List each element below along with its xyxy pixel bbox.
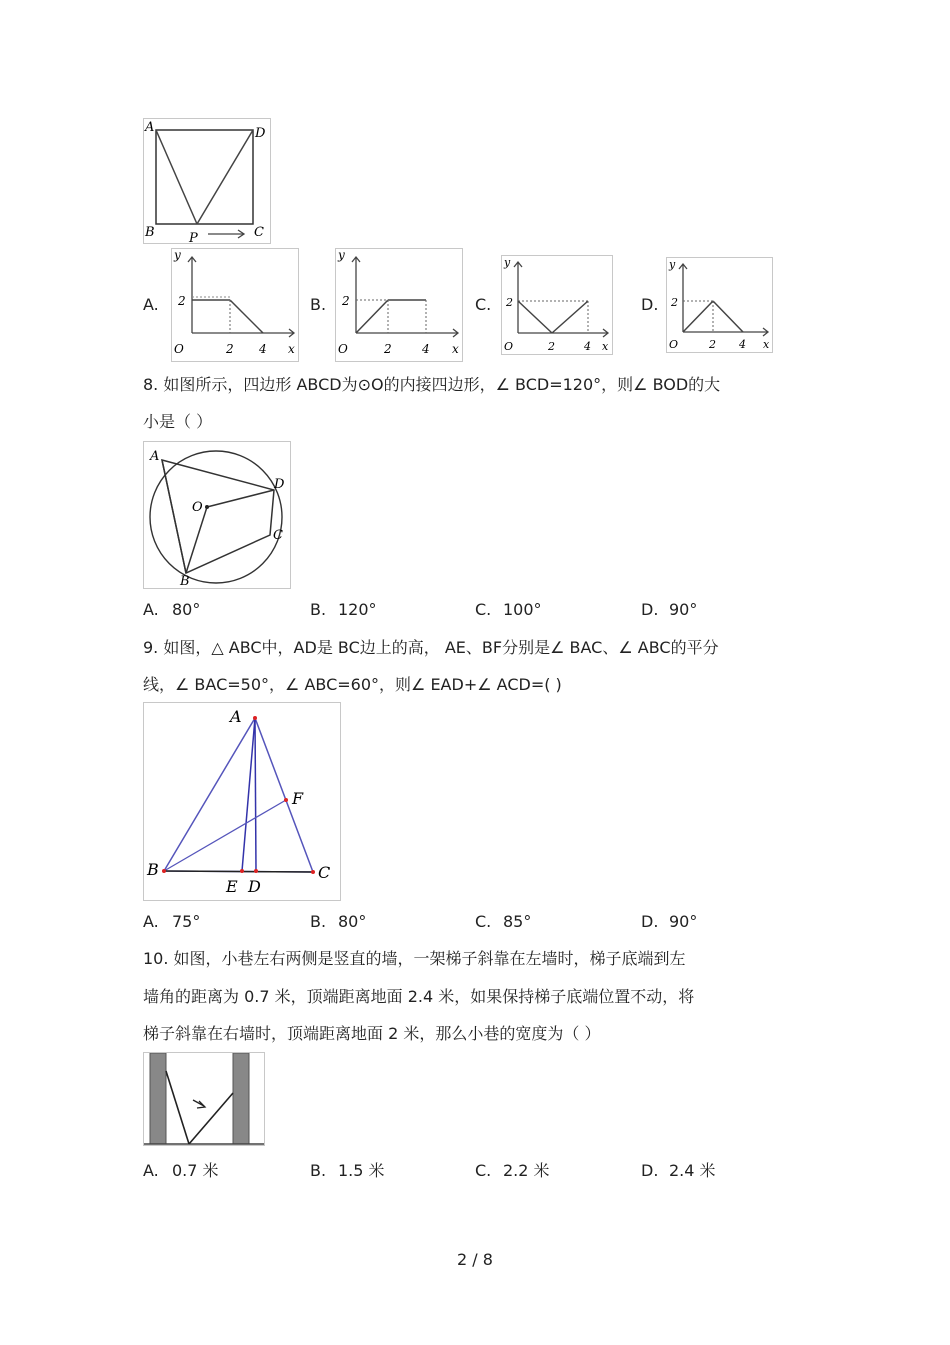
q7-option-d-letter[interactable]: D. — [641, 295, 659, 314]
q7b-x-label: x — [452, 342, 459, 356]
q8-label-d: D — [274, 477, 285, 492]
q10-option-c-text[interactable]: 2.2 米 — [503, 1161, 550, 1180]
q7-option-a-graph[interactable] — [171, 248, 299, 362]
q7a-y-label: y — [174, 249, 181, 262]
q8-option-a-letter[interactable]: A. — [143, 600, 159, 619]
q7-label-c: C — [254, 225, 264, 240]
q10-option-b-text[interactable]: 1.5 米 — [338, 1161, 385, 1180]
q10-option-d-text[interactable]: 2.4 米 — [669, 1161, 716, 1180]
q9-option-b-letter[interactable]: B. — [310, 912, 327, 931]
q7-label-a: A — [145, 120, 155, 135]
q7-option-c-letter[interactable]: C. — [475, 295, 492, 314]
q7c-origin: O — [504, 340, 514, 353]
q9-option-c-text[interactable]: 85° — [503, 912, 532, 931]
q9-label-e: E — [226, 877, 238, 896]
q7d-origin: O — [669, 338, 679, 351]
q7-option-c-graph[interactable] — [501, 255, 613, 355]
q10-option-a-text[interactable]: 0.7 米 — [172, 1161, 219, 1180]
q8-option-d-text[interactable]: 90° — [669, 600, 698, 619]
q7d-x-tick-2: 2 — [709, 338, 716, 351]
q10-option-c-letter[interactable]: C. — [475, 1161, 492, 1180]
q7d-x-label: x — [763, 338, 770, 351]
q7d-x-tick-4: 4 — [739, 338, 746, 351]
q8-option-a-text[interactable]: 80° — [172, 600, 201, 619]
q9-question-line1: 9. 如图，△ ABC中，AD是 BC边上的高， AE、BF分别是∠ BAC、∠ ABC的平分 — [143, 638, 719, 657]
q7c-x-tick-2: 2 — [548, 340, 555, 353]
q7c-x-label: x — [602, 340, 609, 353]
q7c-y-tick: 2 — [506, 296, 513, 309]
q10-alley-figure — [143, 1052, 265, 1146]
q7a-x-tick-2: 2 — [226, 342, 234, 356]
q9-label-d: D — [248, 877, 261, 896]
q7b-x-tick-4: 4 — [422, 342, 430, 356]
q7-square-figure — [143, 118, 271, 244]
q10-option-a-letter[interactable]: A. — [143, 1161, 159, 1180]
page-number: 2 / 8 — [457, 1250, 493, 1269]
q9-label-a: A — [230, 707, 242, 726]
q10-option-d-letter[interactable]: D. — [641, 1161, 659, 1180]
q9-question-line2: 线，∠ BAC=50°，∠ ABC=60°，则∠ EAD+∠ ACD=( ) — [143, 675, 562, 694]
q7-label-b: B — [145, 225, 155, 240]
q7d-y-tick: 2 — [671, 296, 678, 309]
q7a-x-label: x — [288, 342, 295, 356]
q9-option-c-letter[interactable]: C. — [475, 912, 492, 931]
q7d-y-label: y — [669, 258, 676, 271]
q7b-y-tick: 2 — [342, 294, 350, 308]
q7a-y-tick: 2 — [178, 294, 186, 308]
q8-option-d-letter[interactable]: D. — [641, 600, 659, 619]
q7c-x-tick-4: 4 — [584, 340, 591, 353]
q10-question-line1: 10. 如图，小巷左右两侧是竖直的墙，一架梯子斜靠在左墙时，梯子底端到左 — [143, 949, 686, 968]
q10-question-line3: 梯子斜靠在右墙时，顶端距离地面 2 米，那么小巷的宽度为（ ） — [143, 1024, 601, 1043]
q7-label-d: D — [255, 126, 266, 141]
q8-circle-figure — [143, 441, 291, 589]
q7a-x-tick-4: 4 — [259, 342, 267, 356]
q8-label-o: O — [192, 500, 203, 515]
q8-option-c-letter[interactable]: C. — [475, 600, 492, 619]
q8-option-c-text[interactable]: 100° — [503, 600, 542, 619]
q9-triangle-figure — [143, 702, 341, 901]
q7-label-p: P — [189, 231, 198, 243]
q9-label-f: F — [292, 789, 304, 808]
q7b-y-label: y — [338, 249, 345, 262]
q7c-y-label: y — [504, 256, 511, 269]
q7-option-b-graph[interactable] — [335, 248, 463, 362]
q8-question-line2: 小是（ ） — [143, 412, 213, 431]
q9-option-a-letter[interactable]: A. — [143, 912, 159, 931]
q8-label-a: A — [150, 449, 160, 464]
q9-option-a-text[interactable]: 75° — [172, 912, 201, 931]
q8-option-b-letter[interactable]: B. — [310, 600, 327, 619]
q9-label-c: C — [318, 863, 331, 882]
q9-option-b-text[interactable]: 80° — [338, 912, 367, 931]
q8-question-line1: 8. 如图所示，四边形 ABCD为⊙O的内接四边形，∠ BCD=120°，则∠ BOD的大 — [143, 375, 721, 394]
q7-option-a-letter[interactable]: A. — [143, 295, 159, 314]
q8-option-b-text[interactable]: 120° — [338, 600, 377, 619]
q10-question-line2: 墙角的距离为 0.7 米，顶端距离地面 2.4 米，如果保持梯子底端位置不动，将 — [143, 987, 695, 1006]
q7-option-d-graph[interactable] — [666, 257, 773, 353]
q8-label-b: B — [180, 574, 190, 588]
q10-option-b-letter[interactable]: B. — [310, 1161, 327, 1180]
q9-option-d-letter[interactable]: D. — [641, 912, 659, 931]
q7b-x-tick-2: 2 — [384, 342, 392, 356]
q8-label-c: C — [273, 528, 283, 543]
q9-label-b: B — [147, 860, 159, 879]
q7-option-b-letter[interactable]: B. — [310, 295, 327, 314]
q9-option-d-text[interactable]: 90° — [669, 912, 698, 931]
q7a-origin: O — [174, 342, 184, 356]
q7b-origin: O — [338, 342, 348, 356]
